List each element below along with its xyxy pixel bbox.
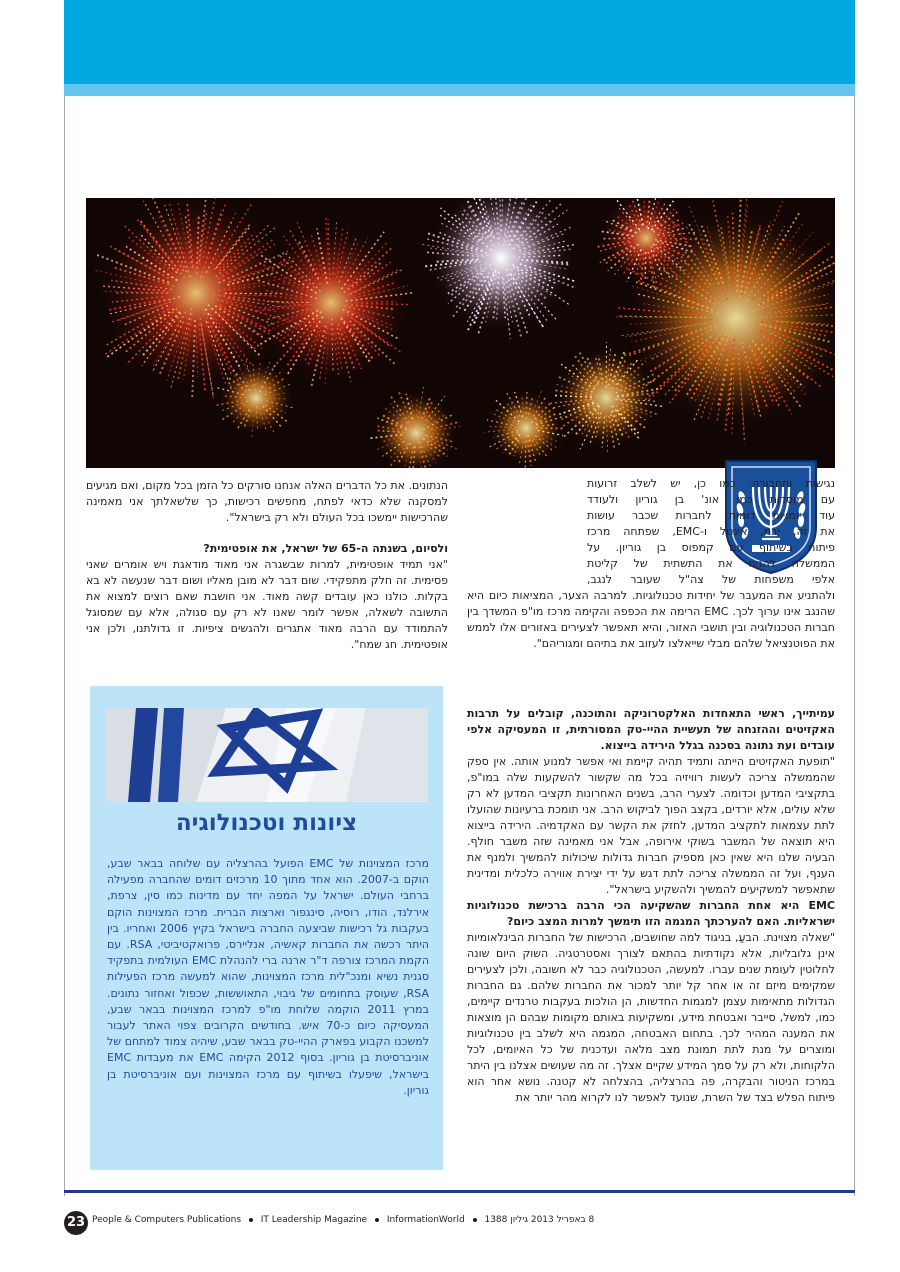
interview-answer: "אני תמיד אופטימית, למרות שבשגרה אני מאוד מודאגת ויש אומרים שאני פסימית. זה חלק מתפקידי. שום דבר לא מובן מאליו ושום דבר שנעשה לא בא בקלות. כולנו כאן עובדים קשה מאוד. אני חושבת שאם רוצים למצוא את התשובה לשאלה, אפשר לומר שאנו לא רק עם סגולה, אלא עם שמסוגל להתמודד עם הרבה מאוד אתגרים ולהגשים ציפיות. זו גדולתנו, ולכן אני אופטימית. חג שמח". bbox=[86, 558, 448, 651]
interview-question: ולסיום, בשנתה ה-65 של ישראל, את אופטימית? bbox=[203, 542, 448, 555]
interview-question: EMC היא אחת החברות שהשקיעה הכי הרבה ברכישת טכנולוגיות ישראליות. האם להערכתך המגמה הזו תימשך למרות המצב כיום? bbox=[467, 899, 835, 928]
narrow-text-block bbox=[587, 476, 835, 588]
article-line: הממשלה להניח את התשתית של קליטת bbox=[587, 557, 835, 570]
sidebar-title: ציונות וטכנולוגיה bbox=[175, 810, 358, 836]
right-margin-rule bbox=[854, 0, 855, 1196]
firework-glow bbox=[255, 227, 408, 380]
header-color-band-lower bbox=[64, 84, 855, 96]
firework-glow bbox=[557, 349, 656, 448]
footer-issue: 8 באפריל 2013 גיליון 1388 bbox=[484, 1215, 595, 1225]
article-column-right-top bbox=[467, 476, 835, 652]
sidebar-box bbox=[90, 686, 443, 1170]
article-column-left bbox=[86, 478, 448, 653]
article-line: אלפי משפחות של צה"ל שעובר לנגב, bbox=[587, 573, 835, 586]
article-line: את זה, יבמ, אינטל ו-EMC, שפתחה מרכז bbox=[587, 525, 835, 538]
footer-magazine: IT Leadership Magazine bbox=[260, 1215, 368, 1225]
footer-credits bbox=[92, 1215, 594, 1226]
interview-question: עמיתייך, ראשי התאחדות האלקטרוניקה והתוכנה, קובלים על תרבות האקזיטים וההזנחה של תעשיית ההיי-טק המסורתית, זו המעסיקה אלפי עובדים ועת נתונה בסכנה בגלל הירידה בייצוא. bbox=[467, 707, 835, 752]
article-line: נגישות ותחבורה. כמו כן, יש לשלב זרועות bbox=[587, 477, 835, 490]
article-line: עוד יזמויות דומות לחברות שכבר עושות bbox=[587, 509, 835, 522]
footer-site: InformationWorld bbox=[386, 1215, 465, 1225]
page-number: 23 bbox=[64, 1211, 88, 1235]
article-paragraph: הנתונים. את כל הדברים האלה אנחנו סורקים כל הזמן בכל מקום, ואם מגיעים למסקנה שלא כדאי לפתח, מחפשים רכישות, כך שלשאלתך אני מאמינה שהרכישות יימשכו בכל העולם ולא רק בישראל". bbox=[86, 479, 448, 524]
page-footer bbox=[64, 1208, 855, 1238]
article-column-right bbox=[467, 706, 835, 1106]
bullet-icon bbox=[249, 1218, 253, 1222]
interview-answer: "שאלה מצוינת. הבעַ, בניגוד למה שחושבים, הרכישות של החברות הבינלאומיות אינן גלובליות, אלא נקודתיות בהתאם לצורך ואסטרטגיה. השוק היום שונה לחלוטין לעומת שנים עברו. למעשה, הטכנולוגיה כבר לא חשובה, ולכן לצעירים שמקימים מיזם זה או אחר קל יותר למכור את החברות שלהם. גם החברות הגדולות מתאימות עצמן למגמות החדשות, הן הולכות בעקבות טרנדים קיימים, כמו, למשל, סייבר ואבטחת מידע, ומשקיעות באותם מקומות שבהם הן מוצאות את המענה המהיר לכך. בתחום האבטחה, המגמה היא לשלב בין טכנולוגיות ומוצרים על מנת לתת תמונת מצב מלאה ועדכנית של כל האיומים, לכל הלקוחות, ולא רק על סמך המידע שקיים אצלך. זה מה שעושים אצלנו בין היתר במרכז הניטור והבקרה, פה בהרצליה, בהצלחה לא קטנה. נושא אחר הוא פיתוח הפלש בצד של השרת, שנועד לאפשר לנו לקרוא מהר יותר את bbox=[467, 931, 835, 1104]
article-line: פיתוח בשיתוף עם קמפוס בן גוריון. על bbox=[587, 541, 835, 554]
left-margin-rule bbox=[64, 0, 65, 1196]
article-paragraph: ולהתניע את המעבר של יחידות טכנולוגיות. למרבה הצער, המציאות כיום היא שהנגב אינו ערוך לכך. EMC הרימה את הכפפה והקימה מרכז מו"פ המשדך בין חברות הטכנולוגיה ובין תושבי האזור, והיא תאפשר לצעירים באזורים אלו לממש את הפוטנציאל שלהם מבלי שייאלצו לעזוב את בתיהם ומגוריהם". bbox=[467, 589, 835, 650]
header-color-band bbox=[64, 0, 855, 84]
footer-rule bbox=[64, 1190, 855, 1193]
bullet-icon bbox=[375, 1218, 379, 1222]
bullet-icon bbox=[473, 1218, 477, 1222]
firework-glow bbox=[220, 362, 292, 434]
interview-answer: "תופעת האקזיטים הייתה ותמיד תהיה קיימת ואי אפשר למנוע אותה. אין ספק שהממשלה צריכה לעשות רוויזיה בכל מה שקשור להשקעות שלה במו"פ, בתקציבי המדען וכדומה. לצערי הרב, בשנים האחרונות תקציבי המדען לא רק שלא עולים, אלא יורדים, בקצב הפוך לביקוש הרב. אני תומכת ברעיונות שהועלו לתת עצמאות לתקציב המדען, לחזק את הקשר עם האקדמיה. הירידה בייצוא היא תוצאה של המשבר בשוקי אירופה, אבל אני מאמינה שזה משבר חולף. הבעיה שלנו היא שאין כאן מספיק חברות גדולות שיכולות להמשיך ולמנף את הענף, ועל זה הממשלה צריכה לתת דגש על ידי יצירת אווירה כלכלית ומדינית שתאפשר למשקיעים להמשיך ולהשקיע בישראל". bbox=[467, 755, 835, 896]
israel-flag-image bbox=[106, 708, 428, 802]
footer-publisher: People & Computers Publications bbox=[92, 1215, 242, 1225]
fireworks-image bbox=[86, 198, 835, 468]
article-line: עם מוסדות כמו אונ' בן גוריון ולעודד bbox=[587, 493, 835, 506]
sidebar-text: מרכז המצוינות של EMC הפועל בהרצליה עם שלוחה בבאר שבע, הוקם ב-2007. הוא אחד מתוך 10 מרכזים דומים שהחברה מפעילה ברחבי העולם. ישראל על המפה יחד עם מדינות כמו סין, צרפת, אירלנד, הודו, רוסיה, סינגפור וארצות הברית. מרכז המצוינות הוקם בעקבות גל רכישות שביצעה החברה בישראל בקיץ 2006 ואחריו. בין היתר רכשה את החברות קאשיה, אנליירס, פרואקטיביטי, RSA. עם הקמת המרכז צורפה ד"ר ארנה ברי להנהלת EMC העולמית בתפקיד סגנית נשיא ומנכ"לית מרכז המצוינות, שהוא למעשה מרכז הפעילות RSA, שעוסק בתחומים של גיבוי, התאוששות, שכפול ואחזור נתונים. במרץ 2011 הוקמה שלוחת מו"פ למרכז המצוינות בבאר שבע, המעסיקה כיום כ-70 איש. בחודשים הקרובים צפוי האתר לעבור למשכנו הקבוע בפארק ההיי-טק בבאר שבע, שיהיה צמוד למתחם של אוניברסיטת בן גוריון. בסוף 2012 הקימה EMC את מעבדות EMC בישראל, שיפעלו בשיתוף עם מרכז המצוינות ועם אוניברסיטת בן גוריון. bbox=[107, 857, 430, 1097]
